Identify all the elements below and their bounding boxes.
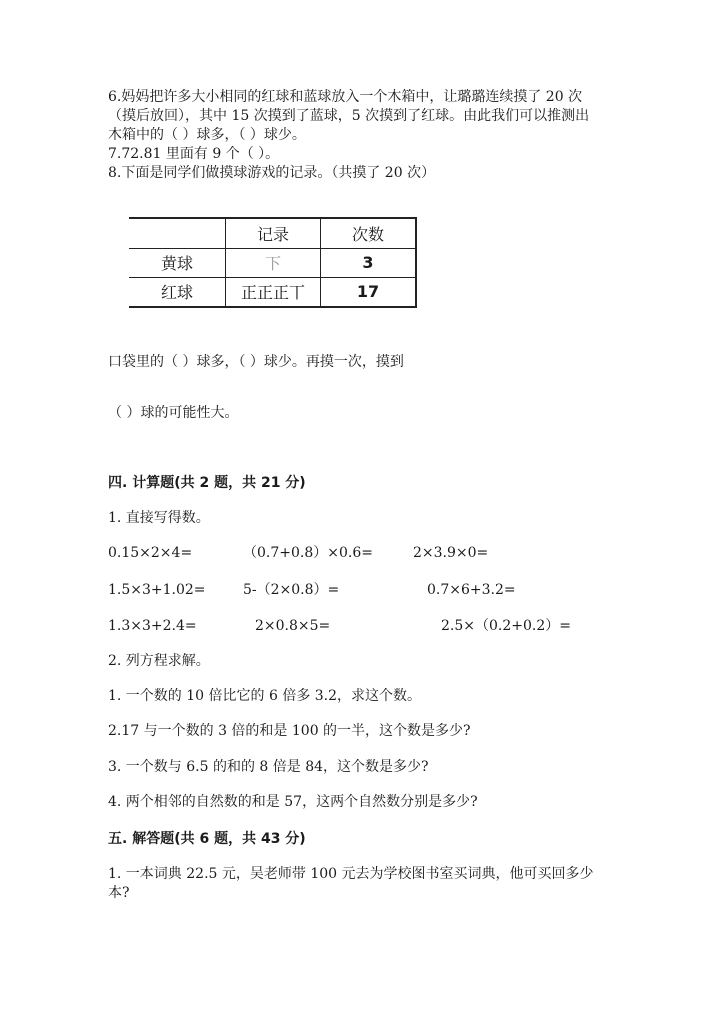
calc-r3c2: 2×0.8×5= bbox=[255, 618, 331, 634]
calc-r1c3: 2×3.9×0= bbox=[413, 545, 489, 561]
q8-blank-line1: 口袋里的（ ）球多，（ ）球少。再摸一次，摸到 bbox=[108, 354, 404, 370]
q6-line1: 6.妈妈把许多大小相同的红球和蓝球放入一个木箱中，让璐璐连续摸了 20 次 bbox=[108, 89, 583, 105]
row-label-red: 红球 bbox=[129, 277, 226, 307]
row-count-yellow: 3 bbox=[321, 248, 417, 277]
calc-r2c1: 1.5×3+1.02= bbox=[108, 582, 206, 598]
q7-text: 7.72.81 里面有 9 个（ ）。 bbox=[108, 146, 280, 162]
calc-r3c3: 2.5×（0.2+0.2）= bbox=[441, 618, 571, 634]
section5-title: 五. 解答题(共 6 题，共 43 分) bbox=[108, 831, 306, 847]
row-label-yellow: 黄球 bbox=[129, 248, 226, 277]
section5-q1-line2: 本? bbox=[108, 885, 130, 901]
equation-4: 4. 两个相邻的自然数的和是 57，这两个自然数分别是多少? bbox=[108, 794, 478, 810]
equation-1: 1. 一个数的 10 倍比它的 6 倍多 3.2，求这个数。 bbox=[108, 688, 422, 704]
section4-sub2: 2. 列方程求解。 bbox=[108, 653, 210, 669]
section5-q1-line1: 1. 一本词典 22.5 元，吴老师带 100 元去为学校图书室买词典，他可买回多少 bbox=[108, 866, 594, 882]
row-count-red: 17 bbox=[321, 277, 417, 307]
row-mark-red: 正正正丅 bbox=[226, 277, 321, 307]
table-header-empty bbox=[129, 218, 226, 248]
equation-2: 2.17 与一个数的 3 倍的和是 100 的一半，这个数是多少? bbox=[108, 723, 471, 739]
table-header-record: 记录 bbox=[226, 218, 321, 248]
calc-r3c1: 1.3×3+2.4= bbox=[108, 618, 197, 634]
row-mark-yellow: 下 bbox=[226, 248, 321, 277]
table-header-count: 次数 bbox=[321, 218, 417, 248]
calc-r1c1: 0.15×2×4= bbox=[108, 545, 193, 561]
q8-blank-line2: （ ）球的可能性大。 bbox=[108, 405, 239, 421]
q6-line2: （摸后放回），其中 15 次摸到了蓝球，5 次摸到了红球。由此我们可以推测出 bbox=[108, 108, 590, 124]
q6-line3: 木箱中的（ ）球多，（ ）球少。 bbox=[108, 127, 306, 143]
calc-r2c2: 5-（2×0.8）= bbox=[243, 582, 340, 598]
calc-r2c3: 0.7×6+3.2= bbox=[427, 582, 516, 598]
record-table bbox=[129, 217, 417, 308]
section4-title: 四. 计算题(共 2 题，共 21 分) bbox=[108, 475, 306, 491]
q8-text: 8.下面是同学们做摸球游戏的记录。（共摸了 20 次） bbox=[108, 165, 436, 181]
calc-r1c2: （0.7+0.8）×0.6= bbox=[243, 545, 373, 561]
section4-sub1: 1. 直接写得数。 bbox=[108, 510, 210, 526]
equation-3: 3. 一个数与 6.5 的和的 8 倍是 84，这个数是多少? bbox=[108, 759, 429, 775]
